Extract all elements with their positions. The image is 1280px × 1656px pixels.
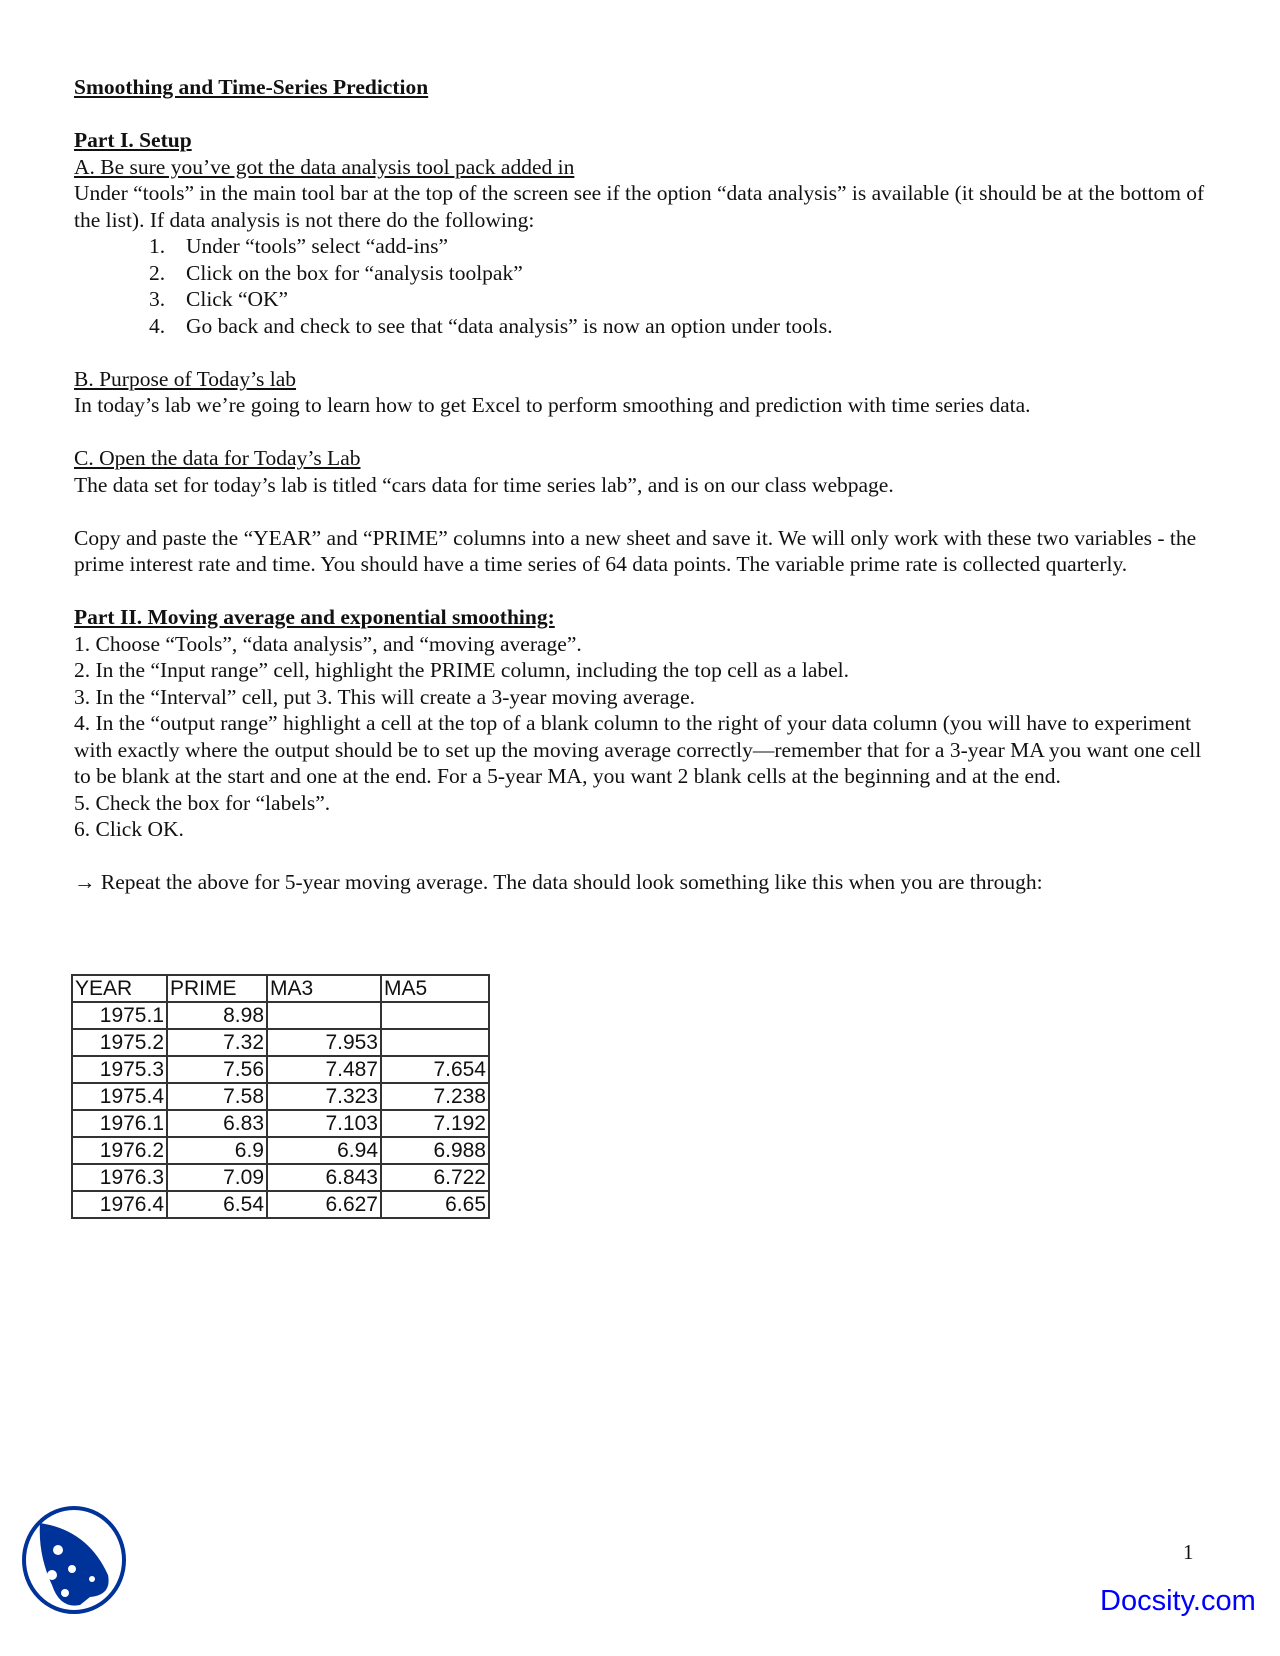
spacer	[74, 578, 1214, 605]
table-cell: 7.238	[381, 1083, 489, 1110]
part2-step: 2. In the “Input range” cell, highlight the PRIME column, including the top cell as a label.	[74, 658, 849, 682]
spacer	[74, 339, 1214, 366]
section-c-heading: C. Open the data for Today’s Lab	[74, 446, 361, 470]
table-cell: 7.103	[267, 1110, 381, 1137]
part2-step: 1. Choose “Tools”, “data analysis”, and “moving average”.	[74, 631, 582, 656]
table-cell: 6.9	[167, 1137, 267, 1164]
spacer	[74, 498, 1214, 525]
table-cell: 7.32	[167, 1029, 267, 1056]
table-row	[72, 1110, 489, 1137]
column-header: PRIME	[167, 975, 267, 1002]
moving-average-table	[71, 974, 490, 1219]
spacer	[74, 419, 1214, 446]
list-text: Click “OK”	[186, 287, 289, 311]
table-cell: 7.56	[167, 1056, 267, 1083]
table-cell: 1976.2	[72, 1137, 167, 1164]
document-body	[74, 74, 1214, 896]
table-cell: 7.654	[381, 1056, 489, 1083]
table-cell: 7.487	[267, 1056, 381, 1083]
table-row	[72, 1002, 489, 1029]
section-b-heading: B. Purpose of Today’s lab	[74, 366, 297, 391]
list-text: Go back and check to see that “data analysis” is now an option under tools.	[186, 313, 833, 338]
table-row	[72, 1029, 489, 1056]
table-cell: 7.953	[267, 1029, 381, 1056]
table-cell: 1976.3	[72, 1164, 167, 1191]
table-cell: 1975.1	[72, 1002, 167, 1029]
list-number: 2.	[149, 260, 166, 285]
list-item	[149, 286, 1214, 313]
table-cell: 6.722	[381, 1164, 489, 1191]
list-number: 4.	[149, 313, 166, 338]
spacer	[74, 101, 1214, 128]
table-cell	[381, 1029, 489, 1056]
table-header-row	[72, 975, 489, 1002]
docsity-logo-icon	[20, 1505, 128, 1620]
table-cell: 7.58	[167, 1083, 267, 1110]
setup-steps	[74, 233, 1214, 339]
table-cell: 1976.1	[72, 1110, 167, 1137]
list-number: 1.	[149, 234, 166, 258]
list-text: Click on the box for “analysis toolpak”	[186, 260, 523, 285]
table-cell: 1976.4	[72, 1191, 167, 1218]
table-cell: 7.09	[167, 1164, 267, 1191]
table-cell	[267, 1002, 381, 1029]
part2-step: 6. Click OK.	[74, 817, 184, 841]
table-cell	[381, 1002, 489, 1029]
page-title: Smoothing and Time-Series Prediction	[74, 75, 429, 99]
table-cell: 6.54	[167, 1191, 267, 1218]
table-cell: 1975.4	[72, 1083, 167, 1110]
table-cell: 7.323	[267, 1083, 381, 1110]
repeat-instruction: → Repeat the above for 5-year moving average. The data should look something like this when you are through:	[74, 870, 1043, 894]
table-cell: 8.98	[167, 1002, 267, 1029]
column-header: MA3	[267, 975, 381, 1002]
part1-heading: Part I. Setup	[74, 128, 192, 152]
table-cell: 6.83	[167, 1110, 267, 1137]
section-c-text2: Copy and paste the “YEAR” and “PRIME” columns into a new sheet and save it. We will only work with these two variables - the prime interest rate and time. You should have a time series of 64 data points. The variable prime rate is collected quarterly.	[74, 525, 1197, 576]
table-cell: 6.988	[381, 1137, 489, 1164]
table-cell: 1975.2	[72, 1029, 167, 1056]
section-a-heading: A. Be sure you’ve got the data analysis tool pack added in	[74, 154, 575, 179]
table-cell: 6.65	[381, 1191, 489, 1218]
column-header: YEAR	[72, 975, 167, 1002]
section-a-text: Under “tools” in the main tool bar at the top of the screen see if the option “data analysis” is available (it should be at the bottom of the list). If data analysis is not there do the following:	[74, 181, 1205, 232]
page-number: 1	[1183, 1540, 1194, 1564]
table-cell: 6.843	[267, 1164, 381, 1191]
list-item	[149, 233, 1214, 260]
table-row	[72, 1137, 489, 1164]
table-cell: 6.94	[267, 1137, 381, 1164]
part2-step: 4. In the “output range” highlight a cell at the top of a blank column to the right of your data column (you will have to experiment with exactly where the output should be to set up the moving average correctly—remember that for a 3-year MA you want one cell to be blank at the start and one at the end. For a 5-year MA, you want 2 blank cells at the beginning and at the end.	[74, 711, 1202, 788]
list-text: Under “tools” select “add-ins”	[186, 234, 449, 258]
part2-heading: Part II. Moving average and exponential smoothing:	[74, 605, 555, 629]
table-cell: 6.627	[267, 1191, 381, 1218]
column-header: MA5	[381, 975, 489, 1002]
table-cell: 1975.3	[72, 1056, 167, 1083]
table-body	[72, 1002, 489, 1218]
spacer	[74, 843, 1214, 870]
part2-step: 5. Check the box for “labels”.	[74, 790, 331, 815]
table-cell: 7.192	[381, 1110, 489, 1137]
section-b-text: In today’s lab we’re going to learn how to get Excel to perform smoothing and prediction with time series data.	[74, 393, 1031, 417]
list-item	[149, 260, 1214, 287]
docsity-link[interactable]: Docsity.com	[1100, 1585, 1256, 1617]
table-row	[72, 1164, 489, 1191]
list-item	[149, 313, 1214, 340]
part2-step: 3. In the “Interval” cell, put 3. This will create a 3-year moving average.	[74, 684, 696, 709]
table-row	[72, 1083, 489, 1110]
table-row	[72, 1191, 489, 1218]
list-number: 3.	[149, 287, 166, 311]
table-row	[72, 1056, 489, 1083]
section-c-text: The data set for today’s lab is titled “cars data for time series lab”, and is on our class webpage.	[74, 472, 894, 497]
